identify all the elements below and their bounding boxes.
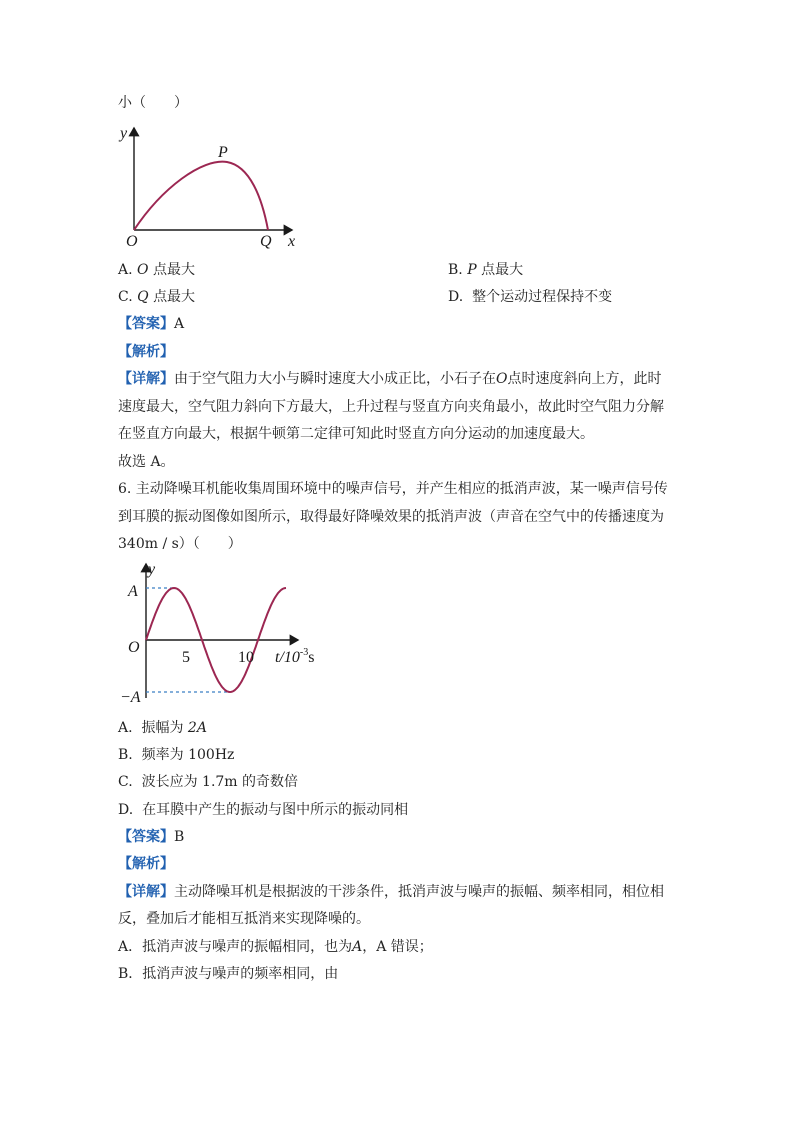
q5-trajectory-curve: [134, 162, 268, 230]
q6-analysis-tag: 【解析】: [118, 856, 174, 872]
q5-origin-label: O: [126, 233, 138, 250]
q6-tick-5: 5: [182, 649, 190, 666]
q6-option-a: A. 振幅为 2A: [118, 720, 207, 736]
q6-origin-label: O: [128, 639, 140, 656]
q5-x-label: x: [288, 233, 296, 250]
q5-peak-label: P: [218, 144, 228, 161]
q6-option-c: C. 波长应为 1.7m 的奇数倍: [118, 774, 299, 790]
q5-stem-tail: 小（ ）: [118, 95, 188, 111]
q5-conclusion: 故选 A。: [118, 454, 175, 470]
q5-detail-line2: 速度最大，空气阻力斜向下方最大，上升过程与竖直方向夹角最小，故此时空气阻力分解: [118, 399, 664, 415]
q6-t-unit: s: [308, 649, 315, 666]
q5-option-c: C. Q 点最大: [118, 289, 196, 305]
q5-option-a: A. O 点最大: [118, 262, 195, 278]
q6-option-b: B. 频率为 100Hz: [118, 747, 235, 763]
q5-end-label: Q: [260, 233, 272, 250]
q5-detail-line1: 【详解】由于空气阻力大小与瞬时速度大小成正比，小石子在O点时速度斜向上方，此时: [118, 371, 662, 387]
q6-point-b: B．抵消声波与噪声的频率相同，由: [118, 966, 339, 982]
q5-option-b: B. P 点最大: [448, 262, 524, 278]
q6-t-label: t/10: [275, 649, 300, 666]
q6-stem-line2: 到耳膜的振动图像如图所示，取得最好降噪效果的抵消声波（声音在空气中的传播速度为: [118, 509, 664, 525]
q5-analysis-tag: 【解析】: [118, 344, 174, 360]
q6-point-a: A．抵消声波与噪声的振幅相同，也为A，A 错误；: [118, 939, 433, 955]
q6-t-axis-label: [275, 647, 314, 666]
q6-tick-10: 10: [238, 649, 254, 666]
q5-detail-line3: 在竖直方向最大，根据牛顿第二定律可知此时竖直方向分运动的加速度最大。: [118, 426, 594, 442]
q6-stem-line1: 6. 主动降噪耳机能收集周围环境中的噪声信号，并产生相应的抵消声波，某一噪声信号传: [118, 481, 668, 497]
q5-answer: 【答案】A: [118, 316, 185, 332]
q6-option-d: D. 在耳膜中产生的振动与图中所示的振动同相: [118, 802, 409, 818]
q6-neg-amp-label: −A: [120, 689, 141, 706]
q5-option-d: D. 整个运动过程保持不变: [448, 289, 613, 305]
q6-vibration-graph: [112, 558, 332, 708]
q6-amp-label: A: [128, 583, 138, 600]
q5-y-label: y: [120, 125, 128, 142]
q6-detail-line1: 【详解】主动降噪耳机是根据波的干涉条件，抵消声波与噪声的振幅、频率相同，相位相: [118, 884, 664, 900]
q6-y-label: y: [148, 561, 156, 578]
q6-detail-line2: 反，叠加后才能相互抵消来实现降噪的。: [118, 911, 370, 927]
q6-stem-line3: 340m / s）（ ）: [118, 536, 242, 552]
q6-answer: 【答案】B: [118, 829, 185, 845]
q6-t-exp: -3: [299, 647, 309, 658]
q5-trajectory-figure: [112, 118, 312, 252]
